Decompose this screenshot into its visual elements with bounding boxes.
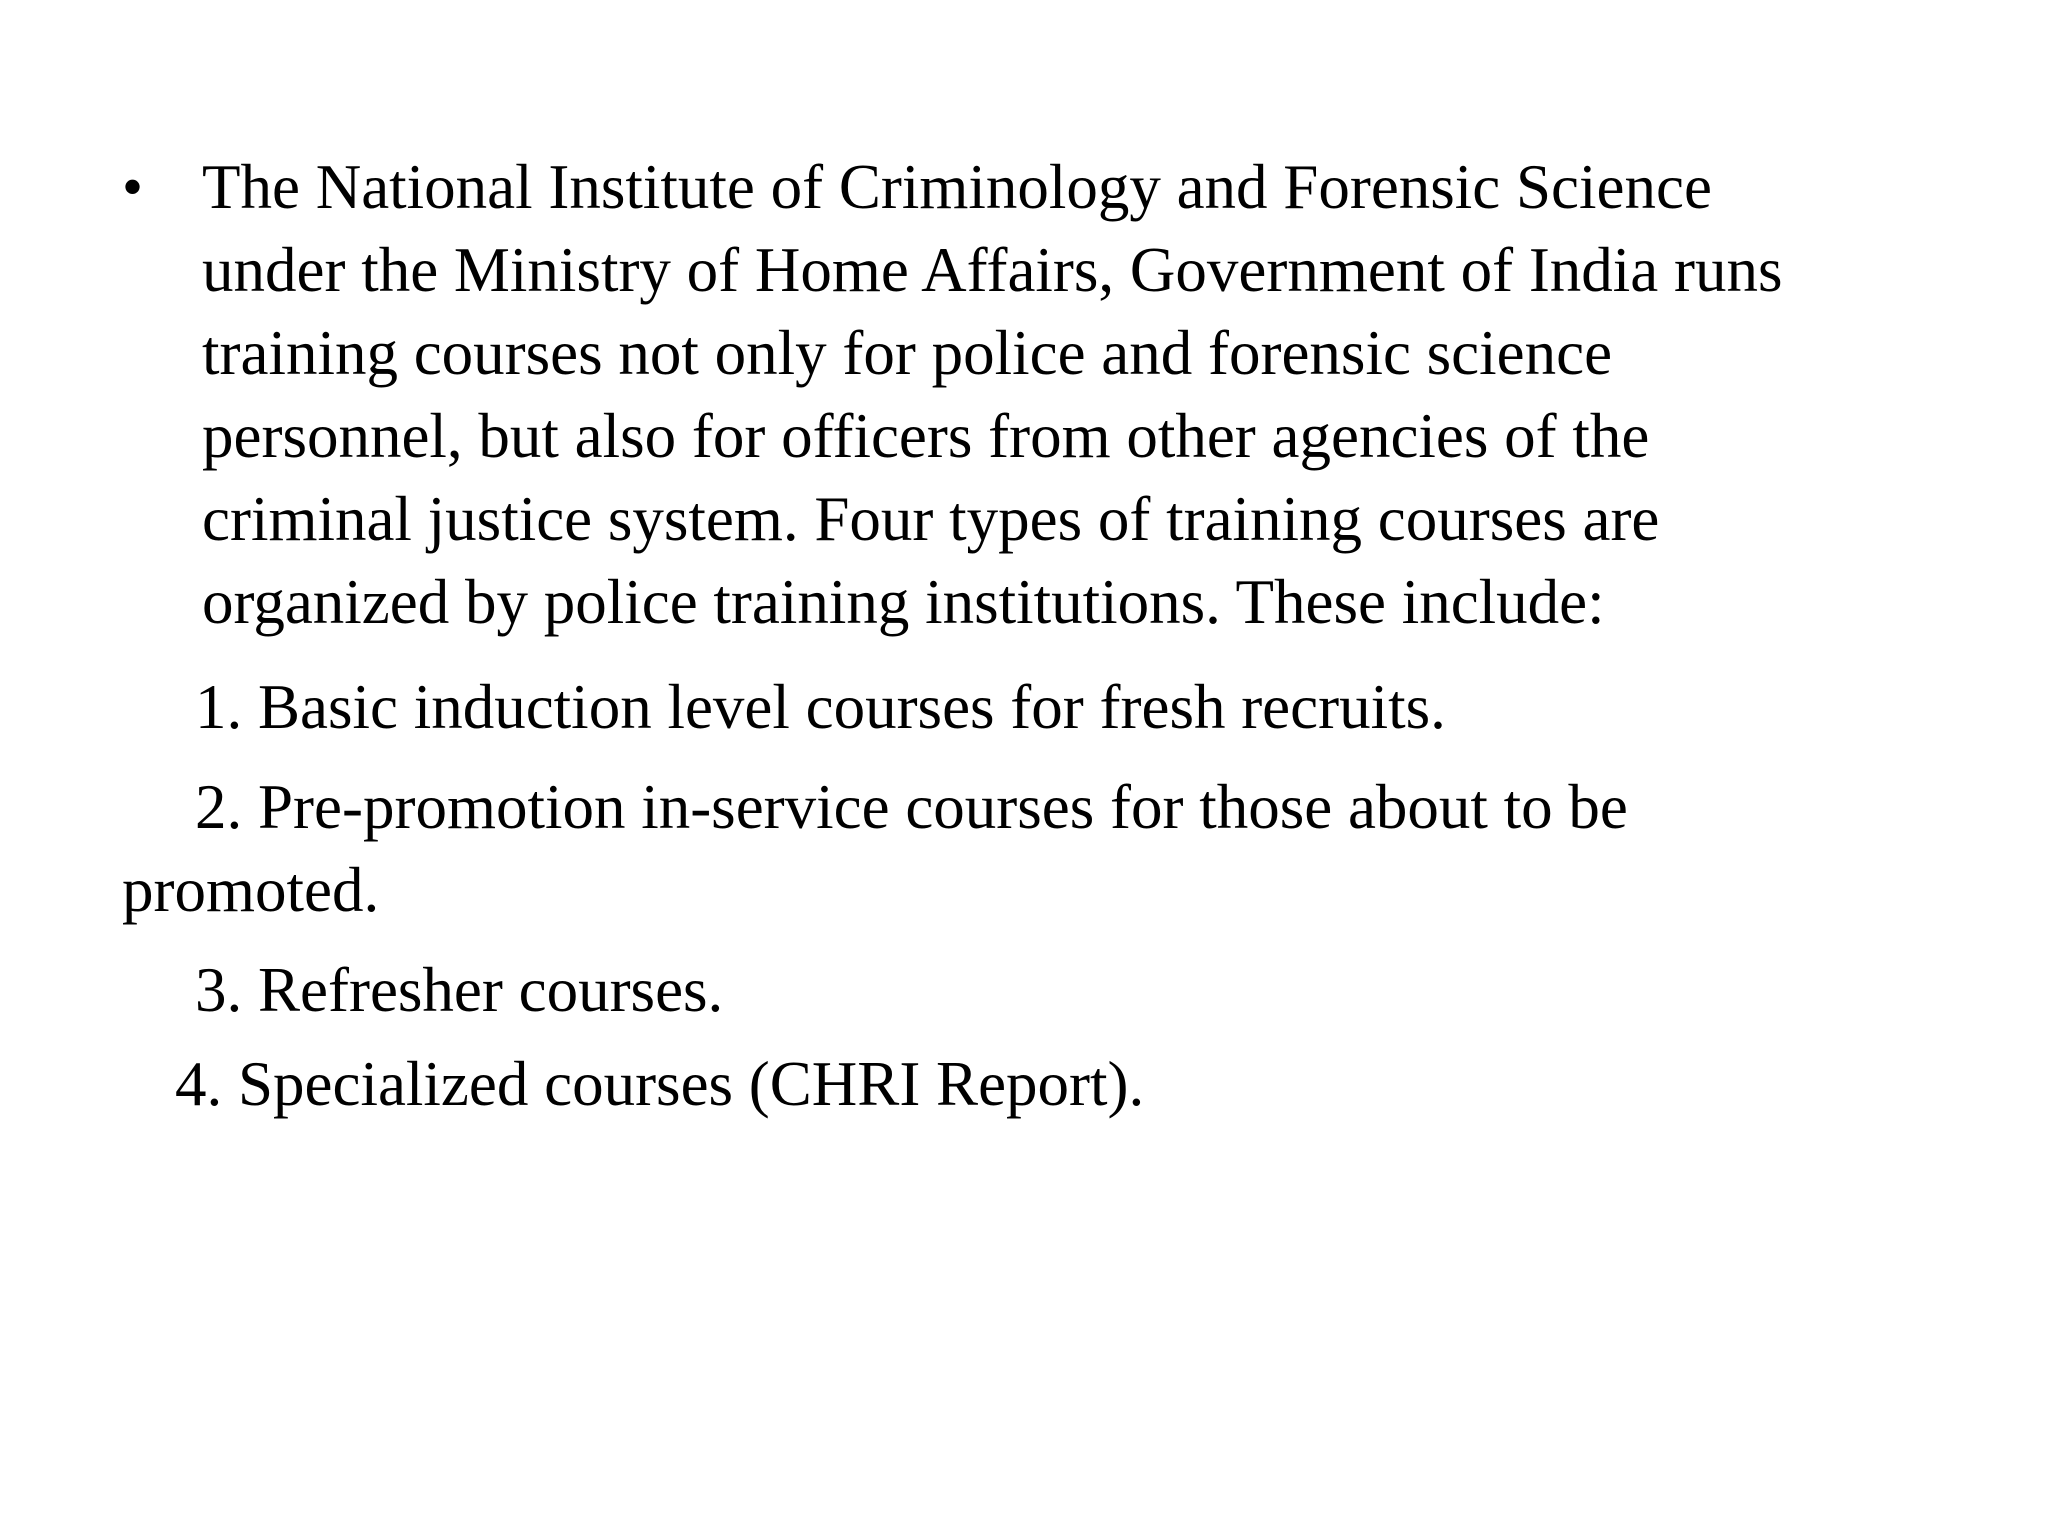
list-item-1: 1. Basic induction level courses for fresh recruits. xyxy=(195,672,1446,742)
paragraph-line: The National Institute of Criminology and Forensic Science xyxy=(202,152,1712,222)
list-item-2: 2. Pre-promotion in-service courses for those about to be xyxy=(195,772,1628,842)
paragraph-line: organized by police training institutions. These include: xyxy=(202,567,1605,637)
paragraph-line: criminal justice system. Four types of training courses are xyxy=(202,484,1660,554)
paragraph-line: under the Ministry of Home Affairs, Government of India runs xyxy=(202,235,1783,305)
list-item-3: 3. Refresher courses. xyxy=(195,955,724,1025)
list-item-2-continuation: promoted. xyxy=(122,855,380,925)
list-item-4: 4. Specialized courses (CHRI Report). xyxy=(175,1049,1145,1119)
paragraph-line: personnel, but also for officers from other agencies of the xyxy=(202,401,1650,471)
paragraph-line: training courses not only for police and forensic science xyxy=(202,318,1613,388)
bullet-icon: • xyxy=(122,154,144,220)
